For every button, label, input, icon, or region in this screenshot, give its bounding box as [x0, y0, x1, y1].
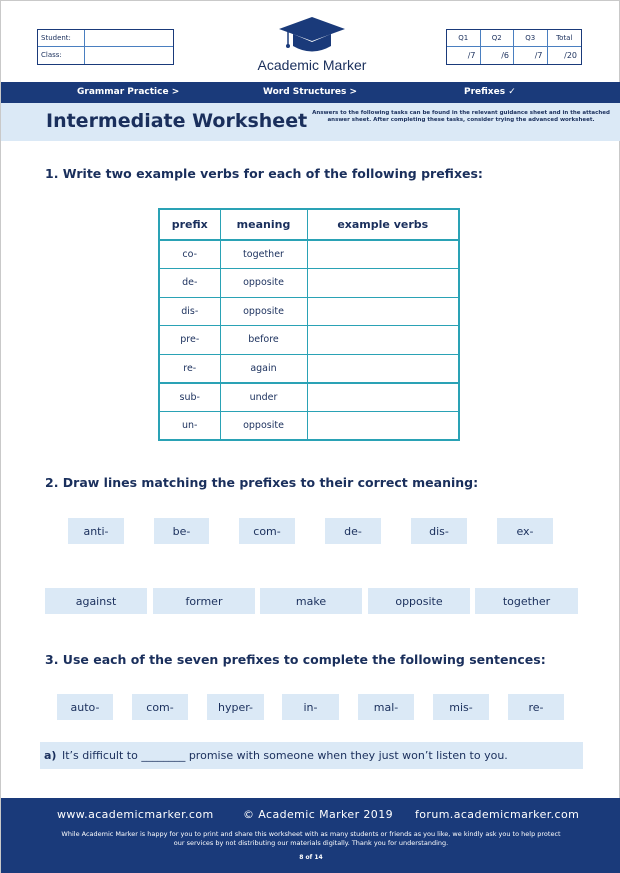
example-verbs-cell[interactable]	[307, 269, 459, 298]
prefix-chip-in[interactable]: in-	[282, 694, 339, 720]
prefix-cell: un-	[159, 411, 220, 440]
prefix-cell: sub-	[159, 383, 220, 412]
meaning-cell: opposite	[220, 411, 307, 440]
question-1-text: 1. Write two example verbs for each of the following prefixes:	[45, 166, 483, 181]
prefix-chip-mal[interactable]: mal-	[358, 694, 414, 720]
table-row	[159, 297, 459, 326]
meaning-chip-together[interactable]: together	[475, 588, 578, 614]
question-2-text: 2. Draw lines matching the prefixes to their correct meaning:	[45, 475, 479, 490]
breadcrumb-prefixes[interactable]: Prefixes ✓	[464, 87, 516, 97]
column-header-meaning: meaning	[220, 209, 307, 240]
prefix-chip-de[interactable]: de-	[325, 518, 381, 544]
score-grid	[446, 29, 582, 65]
sentence-label: a)	[44, 749, 57, 762]
table-row	[159, 354, 459, 383]
column-header-prefix: prefix	[159, 209, 220, 240]
breadcrumb	[1, 82, 620, 103]
meaning-cell: opposite	[220, 269, 307, 298]
prefix-chip-mis[interactable]: mis-	[433, 694, 489, 720]
footer	[1, 798, 620, 873]
prefix-chip-re[interactable]: re-	[508, 694, 564, 720]
score-value-q2: /6	[481, 47, 515, 64]
breadcrumb-grammar-practice[interactable]: Grammar Practice >	[77, 87, 180, 97]
table-row	[159, 240, 459, 269]
prefix-table	[158, 208, 460, 441]
class-label: Class:	[38, 47, 85, 64]
meaning-cell: opposite	[220, 297, 307, 326]
breadcrumb-word-structures[interactable]: Word Structures >	[263, 87, 358, 97]
prefix-chip-anti[interactable]: anti-	[68, 518, 124, 544]
prefix-chip-auto[interactable]: auto-	[57, 694, 113, 720]
meaning-chip-former[interactable]: former	[153, 588, 255, 614]
example-verbs-cell[interactable]	[307, 354, 459, 383]
title-band	[1, 103, 620, 141]
score-header-q1: Q1	[447, 30, 481, 47]
prefix-cell: dis-	[159, 297, 220, 326]
brand-logo	[239, 15, 385, 79]
example-verbs-cell[interactable]	[307, 240, 459, 269]
class-name-field[interactable]	[85, 47, 173, 64]
prefix-chip-com[interactable]: com-	[239, 518, 295, 544]
footer-forum-link[interactable]: forum.academicmarker.com	[415, 808, 580, 821]
prefix-chip-be[interactable]: be-	[154, 518, 209, 544]
example-verbs-cell[interactable]	[307, 326, 459, 355]
column-header-example-verbs: example verbs	[307, 209, 459, 240]
sentence-a[interactable]	[40, 742, 583, 769]
footer-copyright: © Academic Marker 2019	[243, 808, 393, 821]
table-row	[159, 326, 459, 355]
prefix-chip-com[interactable]: com-	[132, 694, 188, 720]
example-verbs-cell[interactable]	[307, 383, 459, 412]
score-header-q2: Q2	[481, 30, 515, 47]
class-row	[38, 47, 173, 64]
student-label: Student:	[38, 30, 85, 46]
page-number: 8 of 14	[299, 854, 323, 861]
prefix-cell: pre-	[159, 326, 220, 355]
brand-name: Academic Marker	[257, 57, 367, 73]
prefix-cell: co-	[159, 240, 220, 269]
prefix-chip-dis[interactable]: dis-	[411, 518, 467, 544]
graduation-cap-icon	[277, 15, 347, 59]
meaning-chip-opposite[interactable]: opposite	[368, 588, 470, 614]
table-row	[159, 383, 459, 412]
student-name-field[interactable]	[85, 30, 173, 46]
meaning-chip-against[interactable]: against	[45, 588, 147, 614]
table-row	[159, 411, 459, 440]
answers-note: Answers to the following tasks can be found in the relevant guidance sheet and in the attached answer sheet. After completing these tasks, consider trying the advanced worksheet.	[312, 110, 610, 123]
meaning-chip-make[interactable]: make	[260, 588, 362, 614]
page-title: Intermediate Worksheet	[46, 110, 308, 132]
score-header-total: Total	[548, 30, 582, 47]
meaning-cell: before	[220, 326, 307, 355]
score-value-q1: /7	[447, 47, 481, 64]
question-3-text: 3. Use each of the seven prefixes to complete the following sentences:	[45, 652, 546, 667]
prefix-chip-ex[interactable]: ex-	[497, 518, 553, 544]
score-value-q3: /7	[514, 47, 548, 64]
prefix-cell: re-	[159, 354, 220, 383]
table-row	[159, 269, 459, 298]
prefix-chip-hyper[interactable]: hyper-	[207, 694, 264, 720]
footer-website-link[interactable]: www.academicmarker.com	[57, 808, 214, 821]
footer-disclaimer: While Academic Marker is happy for you to print and share this worksheet with as many students or friends as you like, we kindly ask you to help protect our services by not distributing our materials digitally. Thank you for understanding.	[61, 830, 561, 847]
sentence-text: It’s difficult to ________ promise with someone when they just won’t listen to you.	[61, 749, 508, 762]
prefix-table-header-row	[159, 209, 459, 240]
example-verbs-cell[interactable]	[307, 411, 459, 440]
meaning-cell: together	[220, 240, 307, 269]
meaning-cell: under	[220, 383, 307, 412]
prefix-cell: de-	[159, 269, 220, 298]
student-info-box	[37, 29, 174, 65]
score-value-total: /20	[564, 51, 577, 60]
score-header-q3: Q3	[514, 30, 548, 47]
student-row	[38, 30, 173, 47]
meaning-cell: again	[220, 354, 307, 383]
example-verbs-cell[interactable]	[307, 297, 459, 326]
